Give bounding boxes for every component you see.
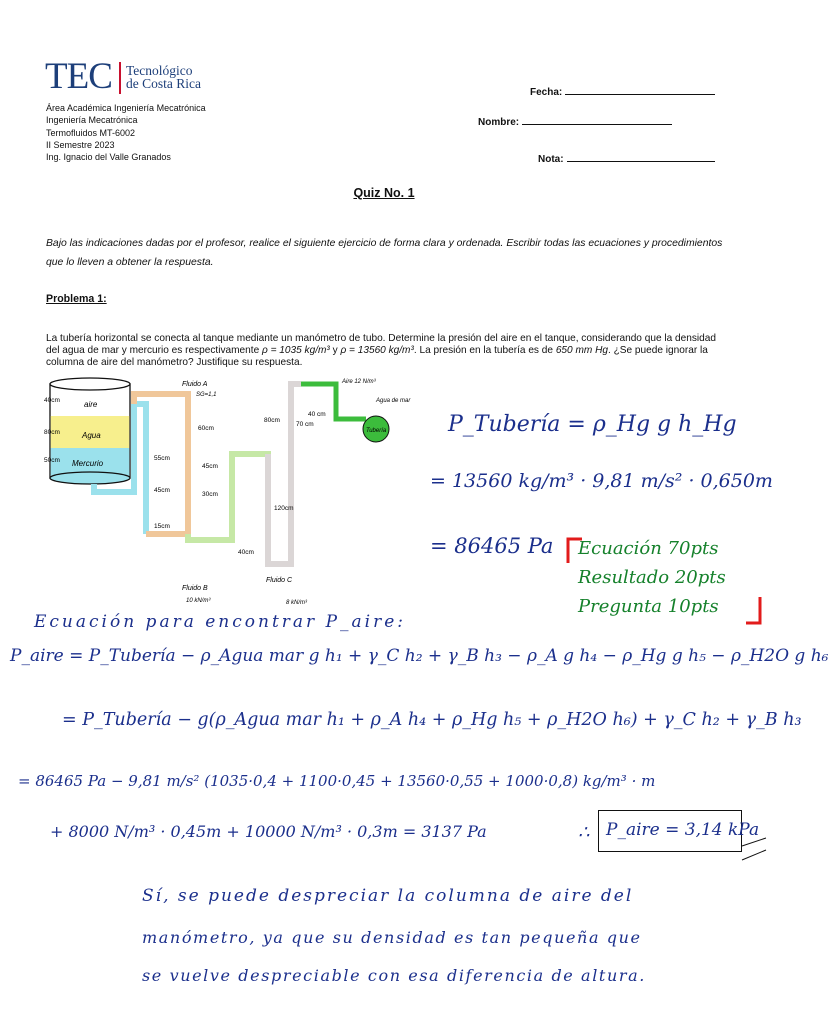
institution-name-line2: de Costa Rica	[126, 76, 201, 91]
density-seawater: ρ = 1035 kg/m³	[262, 345, 330, 357]
meta-line: II Semestre 2023	[46, 139, 115, 150]
dim-80cm: 80cm	[44, 429, 60, 436]
nota-label: Nota:	[538, 154, 564, 165]
hw-heading: Ecuación para encontrar P_aire:	[34, 612, 407, 632]
statement-part: y	[329, 345, 341, 357]
grade-ecuacion: Ecuación 70pts	[578, 538, 719, 559]
statement-part: . ¿Se puede ignorar la columna de aire del manómetro? Justifique su respuesta.	[46, 345, 708, 369]
label-agua-mar: Agua de mar	[376, 398, 411, 404]
statement-part: . La presión en la tubería es de	[413, 345, 556, 357]
density-mercury: ρ = 13560 kg/m³	[340, 345, 414, 357]
hw-conclusion-3: se vuelve despreciable con esa diferencia de altura.	[142, 966, 646, 985]
dim-40cm-c: 40 cm	[308, 411, 326, 418]
label-tuberia: Tubería	[366, 428, 387, 434]
final-answer: P_aire = 3,14 kPa	[606, 820, 760, 840]
page-title: Quiz No. 1	[353, 186, 415, 200]
fecha-label: Fecha:	[530, 87, 563, 98]
fluid-b-tube	[188, 454, 268, 540]
dim-50cm: 50cm	[44, 457, 60, 464]
meta-line: Termofluidos MT-6002	[46, 127, 136, 138]
label-agua: Agua	[82, 431, 101, 440]
tank-top	[50, 378, 130, 390]
tank-bottom	[50, 472, 130, 484]
institution-name-line1: Tecnológico	[126, 63, 193, 78]
instructions: Bajo las indicaciones dadas por el profesor, realice el siguiente ejercicio de forma clara y ordenada. Escribir todas las ecuaciones y procedimientos que lo lleven a obtener la respuesta.	[46, 238, 723, 268]
red-bracket-left	[568, 539, 582, 563]
label-aire-g: Aire 12 N/m³	[342, 379, 376, 385]
hw-equation-7: + 8000 N/m³ · 0,45m + 10000 N/m³ · 0,3m = 3137 Pa	[50, 822, 487, 841]
label-fluido-c: Fluido C	[266, 577, 293, 584]
meta-line: Ingeniería Mecatrónica	[46, 115, 138, 126]
dim-55cm: 55cm	[154, 455, 170, 462]
problem-statement	[46, 333, 730, 370]
hw-conclusion-2: manómetro, ya que su densidad es tan pequeña que	[142, 928, 642, 947]
dim-45cm-a: 45cm	[202, 463, 218, 470]
red-bracket-right	[746, 597, 760, 623]
nombre-label: Nombre:	[478, 117, 520, 128]
nota-line	[567, 151, 715, 162]
dim-45cm-b: 45cm	[154, 487, 170, 494]
tec-logo: TEC	[45, 56, 112, 97]
label-fluido-a-sg: SG=1,1	[196, 392, 217, 398]
therefore-symbol: ∴	[578, 822, 590, 843]
fecha-field	[530, 84, 715, 98]
dim-70cm: 70 cm	[296, 421, 314, 428]
fluid-a-tube	[134, 394, 188, 534]
red-bracket-marks	[562, 535, 772, 635]
dim-30cm: 30cm	[202, 491, 218, 498]
label-aire: aire	[84, 400, 98, 409]
margin-lines	[740, 836, 768, 866]
problem-title: Problema 1:	[46, 293, 107, 305]
label-mercurio: Mercurio	[72, 459, 104, 468]
dim-40cm-b: 40cm	[238, 549, 254, 556]
hw-equation-4: P_aire = P_Tubería − ρ_Agua mar g h₁ + γ_C h₂ + γ_B h₃ − ρ_A g h₄ − ρ_Hg g h₅ − ρ_H2O g h₆	[10, 646, 828, 666]
nombre-line	[522, 114, 672, 125]
dim-60cm: 60cm	[198, 425, 214, 432]
dim-120cm: 120cm	[274, 505, 294, 512]
institution-name	[126, 64, 201, 90]
nombre-field	[478, 114, 672, 128]
hw-equation-5: = P_Tubería − g(ρ_Agua mar h₁ + ρ_A h₄ + ρ_Hg h₅ + ρ_H2O h₆) + γ_C h₂ + γ_B h₃	[62, 710, 802, 730]
nota-field	[538, 151, 715, 165]
course-info	[46, 102, 206, 163]
label-fluido-b-g: 10 kN/m³	[186, 598, 211, 604]
dim-15cm: 15cm	[154, 523, 170, 530]
label-fluido-c-g: 8 kN/m³	[286, 600, 307, 606]
fecha-line	[565, 84, 715, 95]
grade-pregunta: Pregunta 10pts	[578, 596, 719, 617]
manometer-diagram	[44, 374, 411, 610]
margin-stroke	[742, 838, 766, 860]
hw-equation-6: = 86465 Pa − 9,81 m/s² (1035·0,4 + 1100·0,45 + 13560·0,55 + 1000·0,8) kg/m³ · m	[18, 772, 656, 790]
hw-equation-3: = 86465 Pa	[430, 534, 554, 558]
meta-line: Área Académica Ingeniería Mecatrónica	[46, 103, 206, 113]
dim-80cm-b: 80cm	[264, 417, 280, 424]
hw-equation-2: = 13560 kg/m³ · 9,81 m/s² · 0,650m	[430, 470, 773, 492]
statement-part: La tubería horizontal se conecta al tanque mediante un manómetro de tubo. Determine la presión del aire en el tanque, considerando que la densidad del agua de mar y mercurio es respectivamente	[46, 333, 716, 357]
label-fluido-a: Fluido A	[182, 381, 208, 388]
label-fluido-b: Fluido B	[182, 585, 208, 592]
hw-conclusion-1: Sí, se puede despreciar la columna de aire del	[142, 886, 634, 906]
grade-resultado: Resultado 20pts	[578, 567, 726, 588]
meta-line: Ing. Ignacio del Valle Granados	[46, 152, 171, 163]
pipe-pressure: 650 mm Hg	[555, 345, 608, 357]
fluid-c-tube	[268, 384, 301, 564]
hw-equation-1: P_Tubería = ρ_Hg g h_Hg	[448, 412, 737, 437]
logo-divider	[119, 62, 121, 94]
dim-40cm: 40cm	[44, 397, 60, 404]
